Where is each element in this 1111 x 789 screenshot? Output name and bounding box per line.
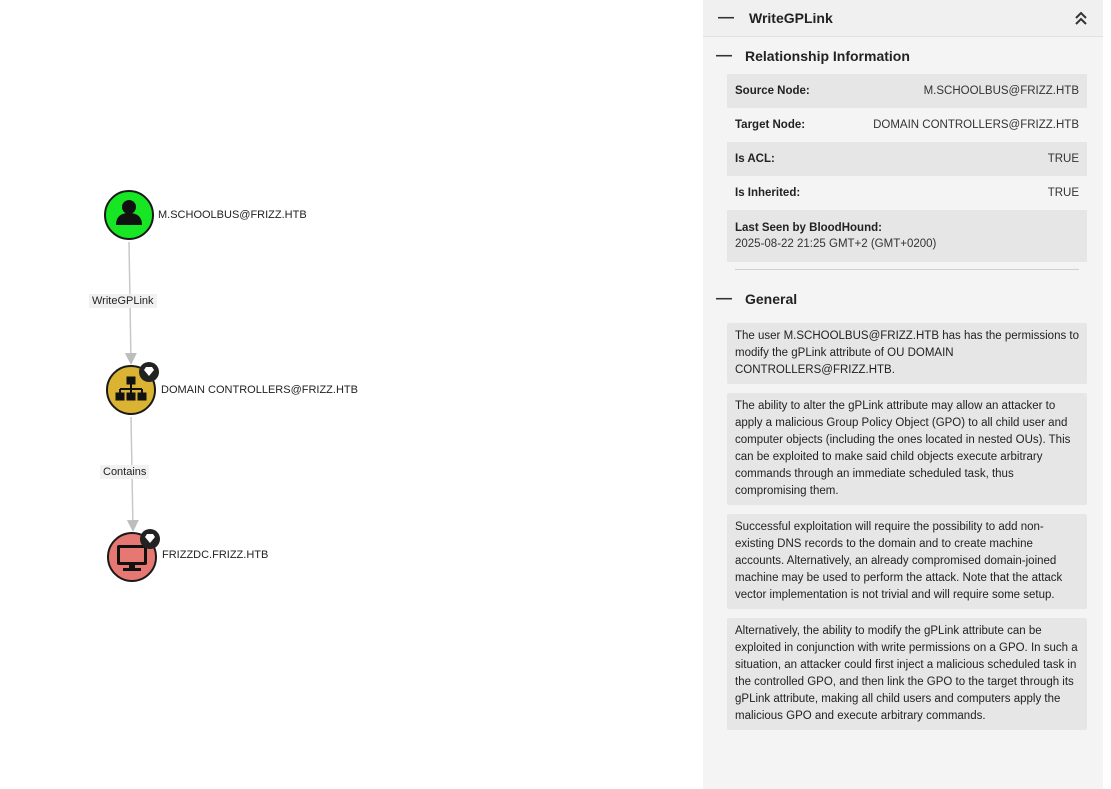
prop-value: M.SCHOOLBUS@FRIZZ.HTB xyxy=(923,85,1079,97)
edge-info-panel xyxy=(703,0,1103,789)
prop-value: 2025-08-22 21:25 GMT+2 (GMT+0200) xyxy=(735,238,937,250)
collapse-relationship-button[interactable]: — xyxy=(716,47,732,64)
prop-key: Is Inherited: xyxy=(735,187,801,199)
prop-is-inherited xyxy=(727,176,1087,210)
general-section-header[interactable] xyxy=(703,281,1103,317)
node-computer[interactable] xyxy=(108,529,160,581)
panel-title: WriteGPLink xyxy=(749,10,833,26)
node-label-user[interactable]: M.SCHOOLBUS@FRIZZ.HTB xyxy=(155,208,310,222)
relationship-properties xyxy=(727,74,1087,262)
prop-value: TRUE xyxy=(1047,187,1079,199)
prop-source-node xyxy=(727,74,1087,108)
prop-key: Last Seen by BloodHound: xyxy=(735,222,882,234)
prop-key: Source Node: xyxy=(735,85,810,97)
node-user[interactable] xyxy=(105,191,153,239)
node-group[interactable] xyxy=(107,362,159,414)
general-paragraph: The ability to alter the gPLink attribute may allow an attacker to apply a malicious Group Policy Object (GPO) to all child user and computer objects (including the ones located in nested OUs). This can be exploited to make said child objects execute arbitrary commands through an immediate scheduled task, thus compromising them. xyxy=(727,393,1087,505)
double-chevron-up-icon[interactable] xyxy=(1073,9,1089,27)
prop-value: TRUE xyxy=(1047,153,1079,165)
relationship-section-header[interactable] xyxy=(703,38,1103,74)
prop-target-node xyxy=(727,108,1087,142)
edge-label-writegplink[interactable]: WriteGPLink xyxy=(89,294,157,308)
collapse-panel-button[interactable]: — xyxy=(718,9,734,26)
prop-key: Target Node: xyxy=(735,119,806,131)
prop-last-seen xyxy=(727,210,1087,262)
node-label-computer[interactable]: FRIZZDC.FRIZZ.HTB xyxy=(159,548,271,562)
prop-is-acl xyxy=(727,142,1087,176)
prop-key: Is ACL: xyxy=(735,153,775,165)
relationship-heading: Relationship Information xyxy=(745,48,910,64)
general-paragraph: Alternatively, the ability to modify the gPLink attribute can be exploited in conjunction with write permissions on a GPO. In such a situation, an attacker could first inject a malicious scheduled task in the controlled GPO, and then link the GPO to the target through its gPLink attribute, making all child users and computers apply the malicious GPO and execute arbitrary commands. xyxy=(727,618,1087,730)
node-label-group[interactable]: DOMAIN CONTROLLERS@FRIZZ.HTB xyxy=(158,383,361,397)
panel-header xyxy=(703,0,1103,37)
section-divider xyxy=(735,269,1079,270)
edge-label-contains[interactable]: Contains xyxy=(100,465,149,479)
diamond-badge-icon xyxy=(139,362,159,382)
general-paragraph: Successful exploitation will require the possibility to add non-existing DNS records to the domain and to create machine accounts. Alternatively, an already compromised domain-joined machine may be used to perform the attack. Note that the attack vector implementation is not trivial and will require some setup. xyxy=(727,514,1087,609)
prop-value: DOMAIN CONTROLLERS@FRIZZ.HTB xyxy=(873,119,1079,131)
general-paragraph: The user M.SCHOOLBUS@FRIZZ.HTB has has the permissions to modify the gPLink attribute of OU DOMAIN CONTROLLERS@FRIZZ.HTB. xyxy=(727,323,1087,384)
collapse-general-button[interactable]: — xyxy=(716,290,732,307)
general-heading: General xyxy=(745,291,798,307)
diamond-badge-icon xyxy=(140,529,160,549)
